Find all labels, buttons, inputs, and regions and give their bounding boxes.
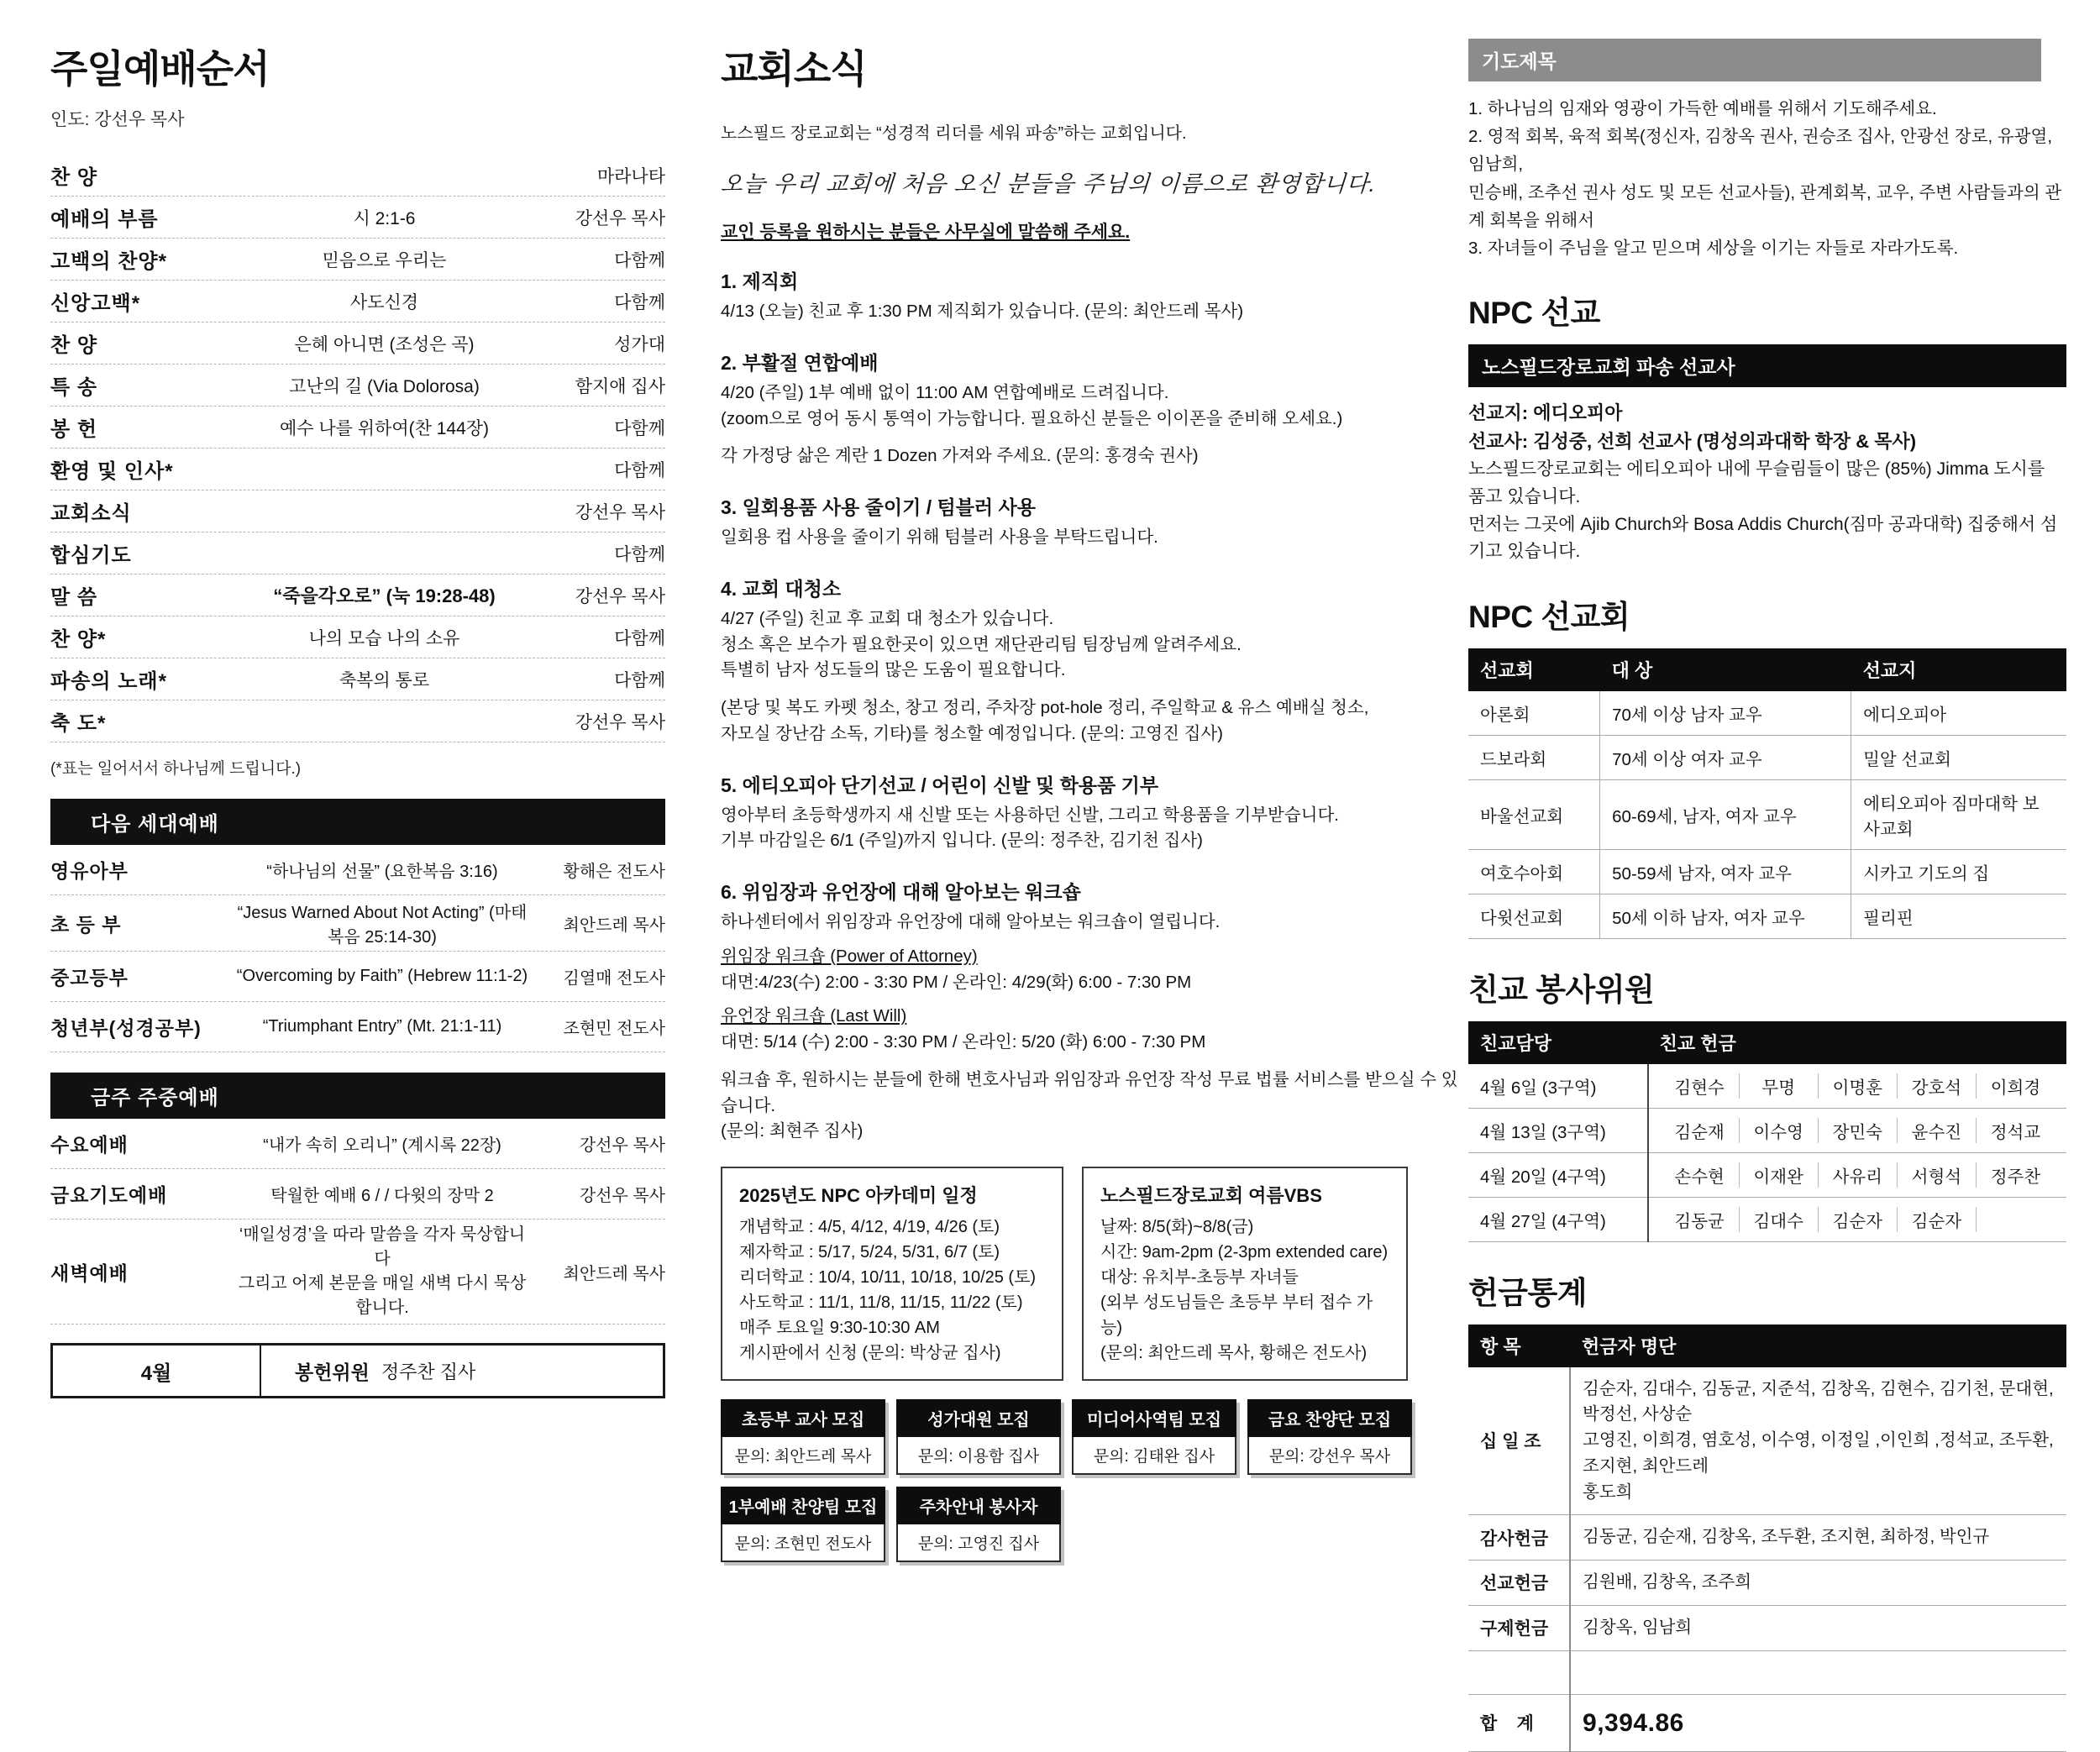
order-center: 믿음으로 우리는 [322, 250, 447, 270]
donor-line: 김순자, 김대수, 김동균, 지준석, 김창옥, 김현수, 김기천, 문대현, 박정선, 사상순 [1583, 1378, 2054, 1424]
order-right: 성가대 [614, 334, 665, 354]
summer-vbs-box [1082, 1167, 1408, 1381]
order-right: 강선우 목사 [575, 586, 665, 606]
table-row [1468, 779, 2066, 849]
order-row [50, 448, 665, 490]
news-item-line: 청소 혹은 보수가 필요한곳이 있으면 재단관리팀 팀장님께 알려주세요. [721, 634, 1242, 654]
fellowship-names [1648, 1152, 2066, 1197]
news-item-line: 특별히 남자 성도들의 많은 도움이 필요합니다. [721, 660, 1066, 680]
order-row [50, 323, 665, 365]
table-row-relief-offering [1468, 1605, 2066, 1650]
col-donor-list: 헌금자 명단 [1570, 1324, 2066, 1367]
stats-header [1468, 1324, 2066, 1367]
academy-line: 매주 토요일 9:30-10:30 AM [739, 1319, 940, 1337]
stats-item-label: 선교헌금 [1468, 1561, 1570, 1606]
order-label: 찬 양* [50, 628, 107, 651]
vbs-line: 대상: 유치부-초등부 자녀들 [1100, 1268, 1299, 1287]
table-row [1468, 691, 2066, 736]
page-title: 주일예배순서 [50, 47, 270, 91]
fellowship-name: 서형석 [1898, 1162, 1977, 1188]
dept-sermon: “하나님의 선물” (요한복음 3:16) [266, 863, 498, 881]
fellowship-name: 김순재 [1661, 1118, 1740, 1143]
weekday-list [50, 1119, 665, 1324]
table-row [1468, 1197, 2066, 1241]
academy-line: 개념학교 : 4/5, 4/12, 4/19, 4/26 (토) [739, 1218, 1000, 1236]
recruit-title: 미디어사역팀 모집 [1072, 1399, 1236, 1437]
news-item-title: 4. 교회 대청소 [721, 577, 842, 600]
recruitment-boxes [721, 1399, 1418, 1562]
table-row [1468, 1152, 2066, 1197]
service-leader: 강선우 목사 [579, 1136, 665, 1155]
recruit-box-first-service-praise [721, 1487, 885, 1562]
academy-line: 제자학교 : 5/17, 5/24, 5/31, 6/7 (토) [739, 1243, 1000, 1262]
col-duty-date: 친교담당 [1468, 1021, 1648, 1064]
church-motto: 노스필드 장로교회는 “성경적 리더를 세워 파송”하는 교회입니다. [721, 124, 1187, 143]
dept-label: 청년부(성경공부) [50, 1017, 202, 1039]
will-workshop-title: 유언장 워크숍 (Last Will) [721, 1006, 907, 1026]
order-center: 예수 나를 위하여(찬 144장) [279, 418, 490, 438]
info-boxes [721, 1167, 1462, 1381]
news-item-title: 5. 에티오피아 단기선교 / 어린이 신발 및 학용품 기부 [721, 774, 1159, 796]
academy-line: 리더학교 : 10/4, 10/11, 10/18, 10/25 (토) [739, 1268, 1037, 1287]
society-name: 아론회 [1468, 691, 1600, 736]
prayer-line: 3. 자녀들이 주님을 알고 믿으며 세상을 이기는 자들로 자라가도록. [1468, 239, 1959, 259]
dept-sermon: “Jesus Warned About Not Acting” (마태복음 25:14-30) [237, 904, 528, 947]
npc-mission-title: NPC 선교 [1468, 296, 1600, 331]
news-item-title: 3. 일회용품 사용 줄이기 / 텀블러 사용 [721, 496, 1036, 518]
stats-item-label: 감사헌금 [1468, 1515, 1570, 1561]
news-item-4 [721, 574, 1462, 747]
news-item-line: (zoom으로 영어 동시 통역이 가능합니다. 필요하신 분들은 이이폰을 준비해 오세요.) [721, 408, 1343, 428]
order-right: 다함께 [614, 418, 665, 438]
spacer [721, 432, 1462, 443]
order-label: 말 씀 [50, 586, 98, 609]
registration-note: 교인 등록을 원하시는 분들은 사무실에 말씀해 주세요. [721, 223, 1131, 242]
npc-societies-title: NPC 선교회 [1468, 599, 1630, 634]
news-item-line: 4/13 (오늘) 친교 후 1:30 PM 제직회가 있습니다. (문의: 최안드레 목사) [721, 302, 1244, 321]
order-label: 환영 및 인사* [50, 460, 174, 483]
order-row [50, 407, 665, 448]
offering-committee [261, 1345, 475, 1396]
empty-cell [1570, 1650, 2066, 1694]
order-row [50, 616, 665, 658]
sermon-title: “죽을각오로” (눅 19:28-48) [273, 585, 496, 606]
donor-line: 고영진, 이희경, 염호성, 이수영, 이정일 ,이인희 ,정석교, 조두환, 조지현, 최안드레 [1583, 1430, 2054, 1476]
news-item-line: 영아부터 초등학생까지 새 신발 또는 사용하던 신발, 그리고 학용품을 기부받습니다. [721, 805, 1339, 825]
col-item: 항 목 [1468, 1324, 1570, 1367]
prayer-line: 민승배, 조추선 권사 성도 및 모든 선교사들), 관계회복, 교우, 주변 사람들과의 관계 회복을 위해서 [1468, 182, 2062, 230]
service-detail-line1: ‘매일성경’을 따라 말씀을 각자 묵상합니다 [239, 1225, 526, 1268]
order-row [50, 365, 665, 407]
weekday-row [50, 1119, 665, 1169]
stats-item-label: 구제헌금 [1468, 1605, 1570, 1650]
news-item-title: 2. 부활절 연합예배 [721, 351, 879, 374]
nextgen-list [50, 845, 665, 1052]
society-target: 70세 이상 여자 교우 [1600, 735, 1851, 779]
recruit-contact: 문의: 조현민 전도사 [721, 1524, 885, 1562]
order-label: 합심기도 [50, 544, 132, 567]
standing-footnote: (*표는 일어서서 하나님께 드립니다.) [50, 760, 302, 778]
recruit-box-media-team [1072, 1399, 1236, 1475]
col-target: 대 상 [1600, 648, 1851, 691]
recruit-title: 성가대원 모집 [896, 1399, 1061, 1437]
spacer [721, 684, 1462, 695]
service-detail [234, 1223, 531, 1320]
society-name: 다윗선교회 [1468, 894, 1600, 938]
society-name: 드보라회 [1468, 735, 1600, 779]
order-center: 고난의 길 (Via Dolorosa) [289, 376, 480, 396]
order-label: 찬 양 [50, 334, 98, 357]
order-row [50, 281, 665, 323]
vbs-box-title: 노스필드장로교회 여름VBS [1100, 1185, 1322, 1206]
news-item-line: 일회용 컵 사용을 줄이기 위해 텀블러 사용을 부탁드립니다. [721, 527, 1158, 547]
recruit-title: 금요 찬양단 모집 [1247, 1399, 1412, 1437]
news-item-line: 워크숍 후, 원하시는 분들에 한해 변호사님과 위임장과 유언장 작성 무료 법률 서비스를 받으실 수 있습니다. [721, 1069, 1458, 1115]
worship-leader: 인도: 강선우 목사 [50, 110, 185, 129]
fellowship-date: 4월 13일 (3구역) [1468, 1108, 1648, 1152]
nextgen-row [50, 1002, 665, 1052]
news-item-5 [721, 770, 1462, 855]
news-item-1 [721, 266, 1462, 325]
dept-label: 중고등부 [50, 967, 129, 989]
order-center: 축복의 통로 [339, 670, 430, 690]
order-label: 신앙고백* [50, 292, 141, 315]
service-label: 새벽예배 [50, 1262, 129, 1284]
dept-sermon: “Overcoming by Faith” (Hebrew 11:1-2) [236, 967, 528, 985]
news-item-line: 4/27 (주일) 친교 후 교회 대 청소가 있습니다. [721, 608, 1054, 628]
table-header-row [1468, 1324, 2066, 1367]
vbs-line: (외부 성도님들은 초등부 부터 접수 가능) [1100, 1293, 1373, 1337]
fellowship-name: 김현수 [1661, 1073, 1740, 1099]
mission-field: 선교지: 에디오피아 [1468, 402, 1623, 424]
missions-and-offerings-column [1468, 39, 2066, 1752]
society-name: 바울선교회 [1468, 779, 1600, 849]
fellowship-name: 김대수 [1740, 1207, 1819, 1232]
fellowship-name [1977, 1207, 2055, 1232]
news-item-line: 4/20 (주일) 1부 예배 없이 11:00 AM 연합예배로 드려집니다. [721, 382, 1169, 402]
order-label: 파송의 노래* [50, 670, 167, 693]
society-target: 50세 이하 남자, 여자 교우 [1600, 894, 1851, 938]
prayer-line: 1. 하나님의 임재와 영광이 가득한 예배를 위해서 기도해주세요. [1468, 99, 1937, 118]
table-row-thanksgiving [1468, 1515, 2066, 1561]
dept-teacher: 최안드레 목사 [563, 915, 665, 935]
worship-order-list [50, 155, 665, 742]
order-right: 다함께 [614, 670, 665, 690]
col-field: 선교지 [1851, 648, 2066, 691]
society-field: 시카고 기도의 집 [1851, 849, 2066, 894]
fellowship-committee-title: 친교 봉사위원 [1468, 972, 1655, 1007]
recruit-box-parking-volunteers [896, 1487, 1061, 1562]
fellowship-header [1468, 1021, 2066, 1064]
table-header-row [1468, 1021, 2066, 1064]
order-right: 강선우 목사 [575, 502, 665, 522]
col-offering-names: 친교 헌금 [1648, 1021, 2066, 1064]
sent-missionary-banner: 노스필드장로교회 파송 선교사 [1468, 344, 2066, 387]
mission-societies-table [1468, 648, 2066, 939]
order-row [50, 239, 665, 281]
missionary-names: 선교사: 김성중, 선희 선교사 (명성의과대학 학장 & 목사) [1468, 431, 1917, 453]
order-right: 다함께 [614, 628, 665, 648]
society-target: 70세 이상 남자 교우 [1600, 691, 1851, 736]
order-right: 강선우 목사 [575, 712, 665, 732]
table-row [1468, 894, 2066, 938]
news-item-line: 하나센터에서 위임장과 유언장에 대해 알아보는 워크숍이 열립니다. [721, 912, 1221, 931]
offering-committee-box [50, 1343, 665, 1398]
order-row [50, 197, 665, 239]
fellowship-name: 손수현 [1661, 1162, 1740, 1188]
col-society: 선교회 [1468, 648, 1600, 691]
order-label: 특 송 [50, 376, 98, 399]
society-field: 에티오피아 짐마대학 보사교회 [1851, 779, 2066, 849]
weekday-row [50, 1169, 665, 1220]
fellowship-name: 정주찬 [1990, 1167, 2041, 1187]
church-news-column [721, 39, 1462, 1562]
offering-role-label: 봉헌위원 [295, 1361, 370, 1383]
total-label: 합 계 [1468, 1694, 1570, 1751]
society-name: 여호수아회 [1468, 849, 1600, 894]
fellowship-name: 장민숙 [1819, 1118, 1898, 1143]
service-leader: 강선우 목사 [579, 1187, 665, 1205]
society-field: 밀알 선교회 [1851, 735, 2066, 779]
stats-item-label: 십 일 조 [1468, 1367, 1570, 1515]
recruit-box-choir [896, 1399, 1061, 1475]
fellowship-name: 김순자 [1819, 1207, 1898, 1232]
donor-line: 홍도희 [1583, 1482, 1633, 1502]
table-row [1468, 735, 2066, 779]
fellowship-name: 무명 [1740, 1073, 1819, 1099]
academy-box-title: 2025년도 NPC 아카데미 일정 [739, 1185, 978, 1206]
society-field: 에디오피아 [1851, 691, 2066, 736]
order-right: 마라나타 [596, 166, 665, 186]
weekday-banner: 금주 주중예배 [50, 1073, 665, 1119]
fellowship-name: 이명훈 [1819, 1073, 1898, 1099]
vbs-line: 날짜: 8/5(화)~8/8(금) [1100, 1218, 1254, 1236]
fellowship-name: 김순자 [1898, 1207, 1977, 1232]
society-field: 필리핀 [1851, 894, 2066, 938]
recruit-contact: 문의: 고영진 집사 [896, 1524, 1061, 1562]
recruit-title: 1부예배 찬양팀 모집 [721, 1487, 885, 1524]
nextgen-row [50, 952, 665, 1002]
order-row-sermon [50, 574, 665, 616]
tithe-donors [1570, 1367, 2066, 1515]
fellowship-names [1648, 1197, 2066, 1241]
worship-order-column [50, 39, 665, 1398]
prayer-topics-list [1468, 95, 2066, 262]
order-right: 다함께 [614, 292, 665, 312]
order-row [50, 532, 665, 574]
order-right: 다함께 [614, 250, 665, 270]
service-label: 금요기도예배 [50, 1184, 168, 1206]
thanksgiving-donors: 김동균, 김순재, 김창옥, 조두환, 조지현, 최하정, 박인규 [1570, 1515, 2066, 1561]
mission-offering-donors: 김원배, 김창옥, 조주희 [1570, 1561, 2066, 1606]
recruit-title: 초등부 교사 모집 [721, 1399, 885, 1437]
missionary-info [1468, 399, 2066, 565]
dept-teacher: 황해은 전도사 [563, 863, 665, 881]
dept-sermon: “Triumphant Entry” (Mt. 21:1-11) [262, 1017, 502, 1036]
order-label: 고백의 찬양* [50, 250, 167, 273]
table-row [1468, 1108, 2066, 1152]
fellowship-names [1648, 1108, 2066, 1152]
recruit-contact: 문의: 김태완 집사 [1072, 1437, 1236, 1475]
order-right: 함지애 집사 [575, 376, 665, 396]
mission-desc: 먼저는 그곳에 Ajib Church와 Bosa Addis Church(짐마 공과대학) 집중해서 섬기고 있습니다. [1468, 514, 2058, 562]
news-item-line: 자모실 장난감 소독, 기타)를 청소할 예정입니다. (문의: 고영진 집사) [721, 723, 1224, 743]
poa-workshop-title: 위임장 워크숍 (Power of Attorney) [721, 946, 978, 966]
order-label: 찬 양 [50, 166, 98, 189]
news-item-6 [721, 877, 1462, 1145]
mission-desc: 노스필드장로교회는 에티오피아 내에 무슬림들이 많은 (85%) Jimma 도시를 품고 있습니다. [1468, 459, 2045, 506]
fellowship-name: 이재완 [1740, 1162, 1819, 1188]
societies-header [1468, 648, 2066, 691]
nextgen-row [50, 895, 665, 952]
npc-academy-box [721, 1167, 1063, 1381]
vbs-line: (문의: 최안드레 목사, 황해은 전도사) [1100, 1344, 1368, 1362]
order-row [50, 658, 665, 700]
society-target: 60-69세, 남자, 여자 교우 [1600, 779, 1851, 849]
service-detail-line2: 그리고 어제 본문을 매일 새벽 다시 묵상합니다. [238, 1274, 527, 1317]
table-row [1468, 849, 2066, 894]
fellowship-date: 4월 20일 (4구역) [1468, 1152, 1648, 1197]
fellowship-date: 4월 27일 (4구역) [1468, 1197, 1648, 1241]
welcome-handwritten-note: 오늘 우리 교회에 처음 오신 분들을 주님의 이름으로 환영합니다. [719, 171, 1378, 197]
dept-teacher: 김열매 전도사 [563, 969, 665, 988]
fellowship-date: 4월 6일 (3구역) [1468, 1064, 1648, 1109]
news-item-2 [721, 348, 1462, 469]
poa-workshop-time: 대면:4/23(수) 2:00 - 3:30 PM / 온라인: 4/29(화) 6:00 - 7:30 PM [721, 972, 1192, 992]
academy-line: 게시판에서 신청 (문의: 박상균 집사) [739, 1344, 1001, 1362]
will-workshop-time: 대면: 5/14 (수) 2:00 - 3:30 PM / 온라인: 5/20 (화) 6:00 - 7:30 PM [721, 1032, 1206, 1052]
fellowship-name: 정석교 [1990, 1122, 2041, 1142]
service-label: 수요예배 [50, 1134, 129, 1156]
relief-offering-donors: 김창옥, 임남희 [1570, 1605, 2066, 1650]
total-amount: 9,394.86 [1570, 1694, 2066, 1751]
order-label: 축 도* [50, 712, 107, 735]
news-item-line: 기부 마감일은 6/1 (주일)까지 입니다. (문의: 정주찬, 김기천 집사) [721, 831, 1203, 851]
news-item-line: (문의: 최현주 집사) [721, 1121, 864, 1141]
recruit-contact: 문의: 강선우 목사 [1247, 1437, 1412, 1475]
spacer [721, 1056, 1462, 1067]
dept-teacher: 조현민 전도사 [563, 1020, 665, 1038]
service-detail: 탁월한 예배 6 / / 다윗의 장막 2 [270, 1187, 494, 1205]
table-row-mission-offering [1468, 1561, 2066, 1606]
order-right: 강선우 목사 [575, 208, 665, 228]
fellowship-name: 김동균 [1661, 1207, 1740, 1232]
table-row-tithe [1468, 1367, 2066, 1515]
nextgen-row [50, 845, 665, 895]
table-row-total [1468, 1694, 2066, 1751]
stats-item-label [1468, 1650, 1570, 1694]
dept-label: 초 등 부 [50, 913, 122, 936]
recruit-box-friday-praise [1247, 1399, 1412, 1475]
weekday-row [50, 1220, 665, 1324]
fellowship-name: 이수영 [1740, 1118, 1819, 1143]
fellowship-name: 사유리 [1819, 1162, 1898, 1188]
table-header-row [1468, 648, 2066, 691]
order-center: 은혜 아니면 (조성은 곡) [294, 334, 475, 354]
order-center: 시 2:1-6 [353, 208, 416, 228]
order-center: 나의 모습 나의 소유 [308, 628, 460, 648]
news-item-title: 1. 제직회 [721, 270, 799, 292]
news-title: 교회소식 [721, 47, 867, 91]
fellowship-name: 이희경 [1990, 1078, 2041, 1098]
recruit-contact: 문의: 이용함 집사 [896, 1437, 1061, 1475]
order-center: 사도신경 [349, 292, 419, 312]
fellowship-table [1468, 1021, 2066, 1242]
table-row-empty [1468, 1650, 2066, 1694]
service-detail: “내가 속히 오리니” (계시록 22장) [263, 1136, 501, 1155]
dept-label: 영유아부 [50, 860, 129, 882]
order-row [50, 700, 665, 742]
service-leader: 최안드레 목사 [563, 1264, 665, 1283]
prayer-line: 2. 영적 회복, 육적 회복(정신자, 김창옥 권사, 권승조 집사, 안광선 장로, 유광열, 임남희, [1468, 127, 2053, 175]
society-target: 50-59세 남자, 여자 교우 [1600, 849, 1851, 894]
order-label: 교회소식 [50, 502, 132, 525]
academy-line: 사도학교 : 11/1, 11/8, 11/15, 11/22 (토) [739, 1293, 1023, 1312]
order-label: 봉 헌 [50, 418, 98, 441]
nextgen-banner: 다음 세대예배 [50, 799, 665, 845]
news-item-line: (본당 및 복도 카펫 청소, 창고 정리, 주차장 pot-hole 정리, 주일학교 & 유스 예배실 청소, [721, 698, 1369, 717]
news-item-title: 6. 위임장과 유언장에 대해 알아보는 워크숍 [721, 881, 1081, 903]
order-right: 다함께 [614, 544, 665, 564]
fellowship-names [1648, 1064, 2066, 1109]
news-item-line: 각 가정당 삶은 계란 1 Dozen 가져와 주세요. (문의: 홍경숙 권사) [721, 446, 1199, 466]
offering-member-name: 정주찬 집사 [381, 1361, 476, 1382]
order-right: 다함께 [614, 460, 665, 480]
recruit-title: 주차안내 봉사자 [896, 1487, 1061, 1524]
news-item-3 [721, 492, 1462, 551]
recruit-contact: 문의: 최안드레 목사 [721, 1437, 885, 1475]
vbs-line: 시간: 9am-2pm (2-3pm extended care) [1100, 1243, 1389, 1262]
order-label: 예배의 부름 [50, 208, 159, 231]
offering-stats-title: 헌금통계 [1468, 1275, 1587, 1310]
recruit-box-elementary-teachers [721, 1399, 885, 1475]
offering-month: 4월 [53, 1345, 261, 1396]
order-row [50, 490, 665, 532]
table-row [1468, 1064, 2066, 1109]
offering-stats-table [1468, 1324, 2066, 1752]
order-row [50, 155, 665, 197]
fellowship-name: 윤수진 [1898, 1118, 1977, 1143]
prayer-topics-banner: 기도제목 [1468, 39, 2041, 81]
fellowship-name: 강호석 [1898, 1073, 1977, 1099]
